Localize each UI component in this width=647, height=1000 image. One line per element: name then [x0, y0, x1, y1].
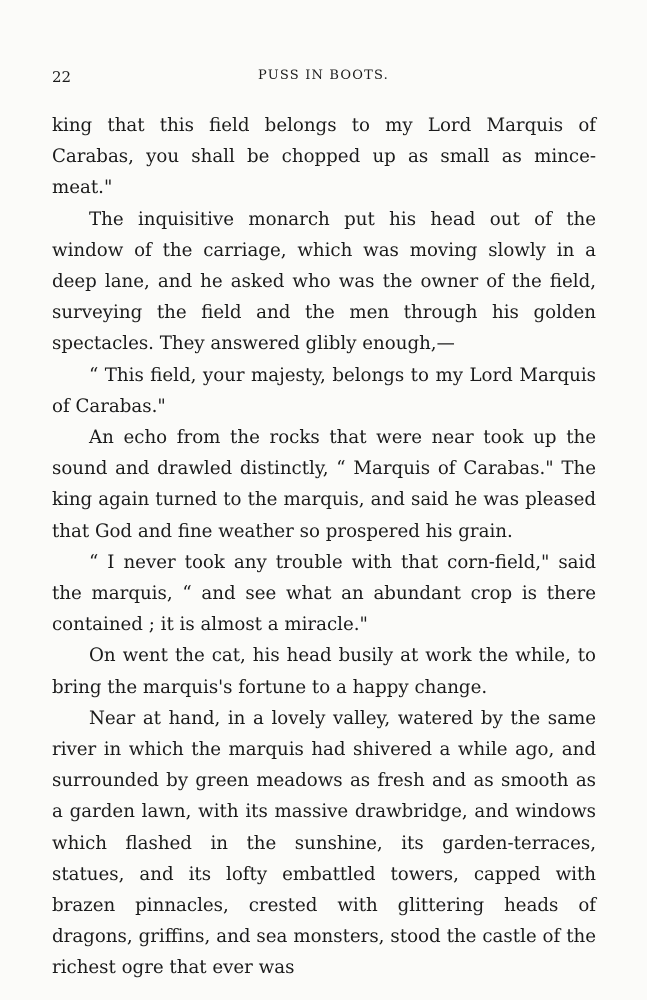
- body-text: [52, 110, 596, 984]
- paragraph: The inquisitive monarch put his head out of the window of the carriage, which was moving slowly in a deep lane, and he asked who was the owner of the field, surveying the field and the men through his golden spectacles. They answered glibly enough,—: [52, 208, 596, 355]
- paragraph: king that this field belongs to my Lord Marquis of Carabas, you shall be chopped up as small as mince-meat.": [52, 115, 596, 199]
- paragraph: Near at hand, in a lovely valley, watered by the same river in which the marquis had shivered a while ago, and surrounded by green meadows as fresh and as smooth as a garden lawn, with its massive drawbridge, and windows which flashed in the sunshine, its garden-terraces, statues, and its lofty embattled towers, capped with brazen pinnacles, crested with glittering heads of dragons, griffins, and sea monsters, stood the castle of the richest ogre that ever was: [52, 707, 596, 979]
- paragraph: “ I never took any trouble with that corn-field," said the marquis, “ and see what an abundant crop is there contained ; it is almost a miracle.": [52, 551, 596, 636]
- page-number: 22: [52, 68, 72, 86]
- paragraph: On went the cat, his head busily at work the while, to bring the marquis's fortune to a happy change.: [52, 645, 596, 698]
- running-title: PUSS IN BOOTS.: [258, 68, 389, 83]
- paragraph: “ This field, your majesty, belongs to my Lord Marquis of Carabas.": [52, 364, 596, 417]
- paragraph: An echo from the rocks that were near took up the sound and drawled distinctly, “ Marquis of Carabas." The king again turned to the marquis, and said he was pleased that God and fine weather so prospered his grain.: [52, 427, 596, 542]
- page-header: [52, 68, 595, 88]
